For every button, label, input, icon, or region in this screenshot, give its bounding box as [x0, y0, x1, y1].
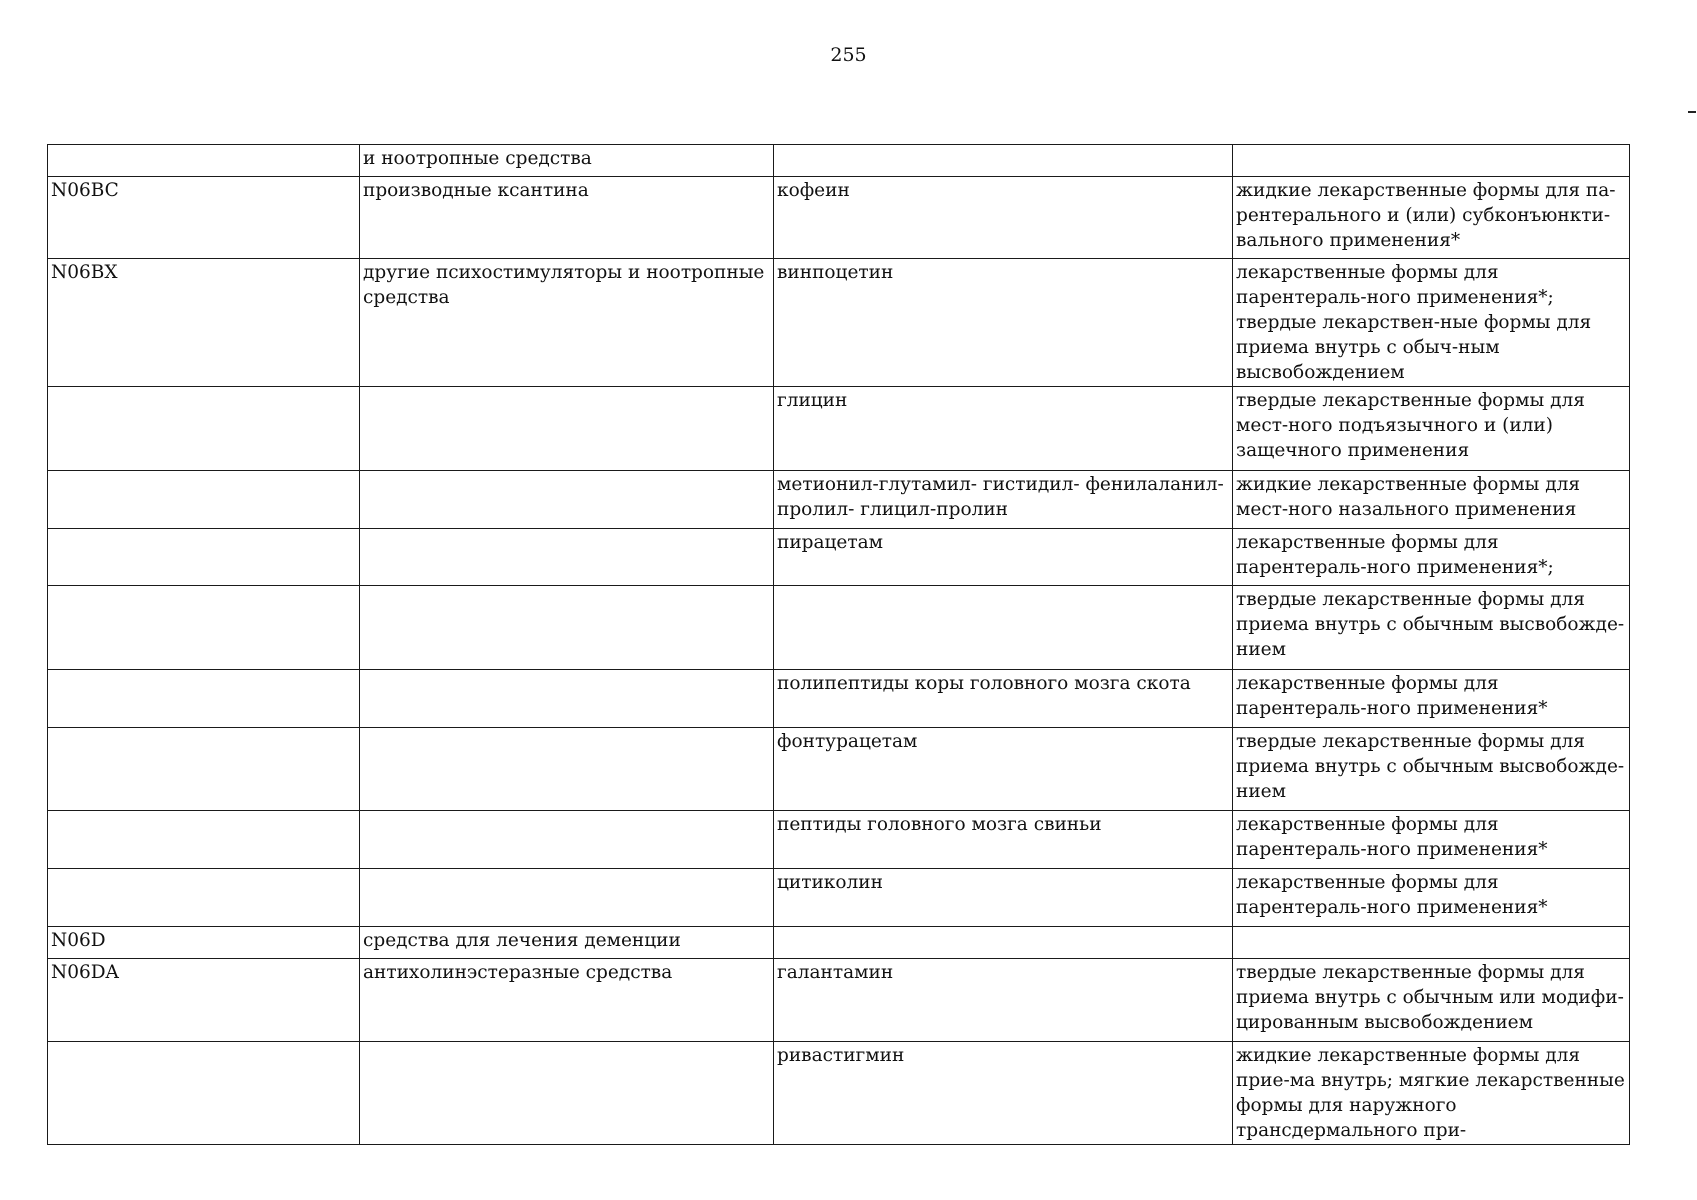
- table-row: [48, 959, 1630, 1042]
- table-row: [48, 471, 1630, 529]
- group-cell: [360, 1042, 774, 1145]
- substance-cell: кофеин: [774, 177, 1233, 259]
- group-cell: антихолинэстеразные средства: [360, 959, 774, 1042]
- atc-code-cell: [48, 728, 360, 811]
- table-row: [48, 927, 1630, 959]
- substance-cell: полипептиды коры головного мозга скота: [774, 670, 1233, 728]
- atc-code-cell: N06BC: [48, 177, 360, 259]
- table-row: [48, 387, 1630, 471]
- group-cell: и ноотропные средства: [360, 145, 774, 177]
- dosage-form-cell: жидкие лекарственные формы для мест-ного назального применения: [1233, 471, 1630, 529]
- dosage-form-cell: лекарственные формы для парентераль-ного применения*: [1233, 811, 1630, 869]
- group-cell: другие психостимуляторы и ноотропные средства: [360, 259, 774, 387]
- dosage-form-cell: жидкие лекарственные формы для прие-ма внутрь; мягкие лекарственные формы для наружного трансдермального при-: [1233, 1042, 1630, 1145]
- substance-cell: галантамин: [774, 959, 1233, 1042]
- dosage-form-cell: жидкие лекарственные формы для па-рентерального и (или) субконъюнкти-вального применения*: [1233, 177, 1630, 259]
- group-cell: [360, 670, 774, 728]
- group-cell: [360, 529, 774, 586]
- atc-code-cell: N06DA: [48, 959, 360, 1042]
- atc-code-cell: [48, 869, 360, 927]
- dosage-form-cell: твердые лекарственные формы для приема внутрь с обычным или модифи-цированным высвобождением: [1233, 959, 1630, 1042]
- group-cell: [360, 811, 774, 869]
- group-cell: [360, 387, 774, 471]
- dosage-form-cell: твердые лекарственные формы для приема внутрь с обычным высвобожде-нием: [1233, 586, 1630, 670]
- atc-code-cell: [48, 387, 360, 471]
- group-cell: средства для лечения деменции: [360, 927, 774, 959]
- table-row: [48, 811, 1630, 869]
- substance-cell: фонтурацетам: [774, 728, 1233, 811]
- atc-code-cell: [48, 811, 360, 869]
- table-row: [48, 177, 1630, 259]
- dosage-form-cell: лекарственные формы для парентераль-ного применения*; твердые лекарствен-ные формы для приема внутрь с обыч-ным высвобождением: [1233, 259, 1630, 387]
- dosage-form-cell: лекарственные формы для парентераль-ного применения*;: [1233, 529, 1630, 586]
- table-row: [48, 728, 1630, 811]
- dosage-form-cell: лекарственные формы для парентераль-ного применения*: [1233, 670, 1630, 728]
- substance-cell: пирацетам: [774, 529, 1233, 586]
- group-cell: [360, 869, 774, 927]
- atc-code-cell: [48, 1042, 360, 1145]
- group-cell: [360, 471, 774, 529]
- atc-code-cell: [48, 586, 360, 670]
- atc-code-cell: N06D: [48, 927, 360, 959]
- substance-cell: винпоцетин: [774, 259, 1233, 387]
- edge-mark: [1688, 111, 1696, 113]
- substance-cell: [774, 927, 1233, 959]
- table-row: [48, 869, 1630, 927]
- table-row: [48, 529, 1630, 586]
- dosage-form-cell: лекарственные формы для парентераль-ного применения*: [1233, 869, 1630, 927]
- substance-cell: [774, 586, 1233, 670]
- substance-cell: метионил-глутамил- гистидил- фенилаланил-пролил- глицил-пролин: [774, 471, 1233, 529]
- substance-cell: пептиды головного мозга свиньи: [774, 811, 1233, 869]
- table-row: [48, 259, 1630, 387]
- table-row: [48, 145, 1630, 177]
- dosage-form-cell: твердые лекарственные формы для мест-ного подъязычного и (или) защечного применения: [1233, 387, 1630, 471]
- atc-code-cell: [48, 145, 360, 177]
- substance-cell: глицин: [774, 387, 1233, 471]
- substance-cell: ривастигмин: [774, 1042, 1233, 1145]
- dosage-form-cell: [1233, 145, 1630, 177]
- atc-code-cell: N06BX: [48, 259, 360, 387]
- substance-cell: цитиколин: [774, 869, 1233, 927]
- dosage-form-cell: [1233, 927, 1630, 959]
- table-row: [48, 586, 1630, 670]
- group-cell: [360, 728, 774, 811]
- atc-code-cell: [48, 471, 360, 529]
- atc-code-cell: [48, 670, 360, 728]
- page-number: 255: [830, 44, 867, 66]
- substance-cell: [774, 145, 1233, 177]
- group-cell: [360, 586, 774, 670]
- atc-code-cell: [48, 529, 360, 586]
- table-row: [48, 1042, 1630, 1145]
- drug-table: [47, 144, 1630, 1145]
- table-row: [48, 670, 1630, 728]
- group-cell: производные ксантина: [360, 177, 774, 259]
- dosage-form-cell: твердые лекарственные формы для приема внутрь с обычным высвобожде-нием: [1233, 728, 1630, 811]
